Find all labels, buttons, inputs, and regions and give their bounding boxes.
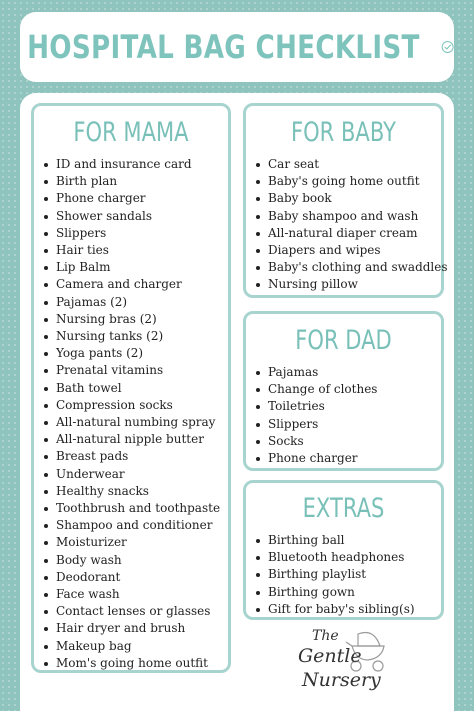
list-item: Bluetooth headphones — [246, 549, 441, 566]
logo-line1: The — [312, 628, 339, 644]
list-item: Pajamas (2) — [34, 294, 228, 311]
list-item: Moisturizer — [34, 534, 228, 551]
list-item: Shampoo and conditioner — [34, 517, 228, 534]
list-item: All-natural nipple butter — [34, 431, 228, 448]
list-item: Pajamas — [246, 364, 441, 381]
list-item: Contact lenses or glasses — [34, 603, 228, 620]
list-item: Camera and charger — [34, 276, 228, 293]
list-item: Toiletries — [246, 398, 441, 415]
list-item: Change of clothes — [246, 381, 441, 398]
list-item: Birth plan — [34, 173, 228, 190]
logo-line2: Gentle — [298, 645, 362, 667]
page-title: HOSPITAL BAG CHECKLIST — [27, 28, 420, 66]
list-item: Bath towel — [34, 380, 228, 397]
baby-list — [246, 156, 448, 294]
dad-heading: FOR DAD — [295, 325, 392, 356]
list-item: Baby book — [246, 190, 441, 207]
list-item: Slippers — [246, 416, 441, 433]
dad-list — [246, 364, 441, 467]
list-item: Phone charger — [34, 190, 228, 207]
list-item: Diapers and wipes — [246, 242, 441, 259]
list-item: Body wash — [34, 552, 228, 569]
list-item: Shower sandals — [34, 208, 228, 225]
list-item: Nursing tanks (2) — [34, 328, 228, 345]
list-item: Slippers — [34, 225, 228, 242]
list-item: Face wash — [34, 586, 228, 603]
list-item: Car seat — [246, 156, 441, 173]
extras-heading: EXTRAS — [302, 493, 385, 524]
extras-list — [246, 532, 441, 618]
list-item: Baby's going home outfit — [246, 173, 441, 190]
list-item: Makeup bag — [34, 638, 228, 655]
mama-panel — [31, 103, 231, 673]
list-item: Baby shampoo and wash — [246, 208, 441, 225]
list-item: Hair ties — [34, 242, 228, 259]
list-item: Birthing gown — [246, 584, 441, 601]
list-item: Breast pads — [34, 448, 228, 465]
baby-heading: FOR BABY — [290, 117, 397, 148]
list-item: Nursing pillow — [246, 276, 441, 293]
baby-panel — [243, 103, 448, 298]
dad-panel — [243, 311, 444, 471]
check-circle-icon — [441, 32, 454, 62]
list-item: ID and insurance card — [34, 156, 228, 173]
list-item: Toothbrush and toothpaste — [34, 500, 228, 517]
list-item: Mom's going home outfit — [34, 655, 228, 672]
list-item: Gift for baby's sibling(s) — [246, 601, 441, 618]
list-item: Nursing bras (2) — [34, 311, 228, 328]
list-item: Hair dryer and brush — [34, 620, 228, 637]
list-item: Socks — [246, 433, 441, 450]
list-item: Phone charger — [246, 450, 441, 467]
list-item: Compression socks — [34, 397, 228, 414]
list-item: Baby's clothing and swaddles — [246, 259, 441, 276]
list-item: Healthy snacks — [34, 483, 228, 500]
list-item: Deodorant — [34, 569, 228, 586]
list-item: Prenatal vitamins — [34, 362, 228, 379]
list-item: Birthing playlist — [246, 566, 441, 583]
mama-list — [34, 156, 228, 672]
gentle-nursery-logo — [292, 622, 392, 694]
list-item: All-natural diaper cream — [246, 225, 441, 242]
mama-heading: FOR MAMA — [73, 117, 189, 148]
title-banner — [20, 12, 454, 82]
list-item: Lip Balm — [34, 259, 228, 276]
logo-line3: Nursery — [302, 669, 381, 691]
extras-panel — [243, 480, 444, 620]
list-item: Yoga pants (2) — [34, 345, 228, 362]
list-item: All-natural numbing spray — [34, 414, 228, 431]
list-item: Birthing ball — [246, 532, 441, 549]
list-item: Underwear — [34, 466, 228, 483]
